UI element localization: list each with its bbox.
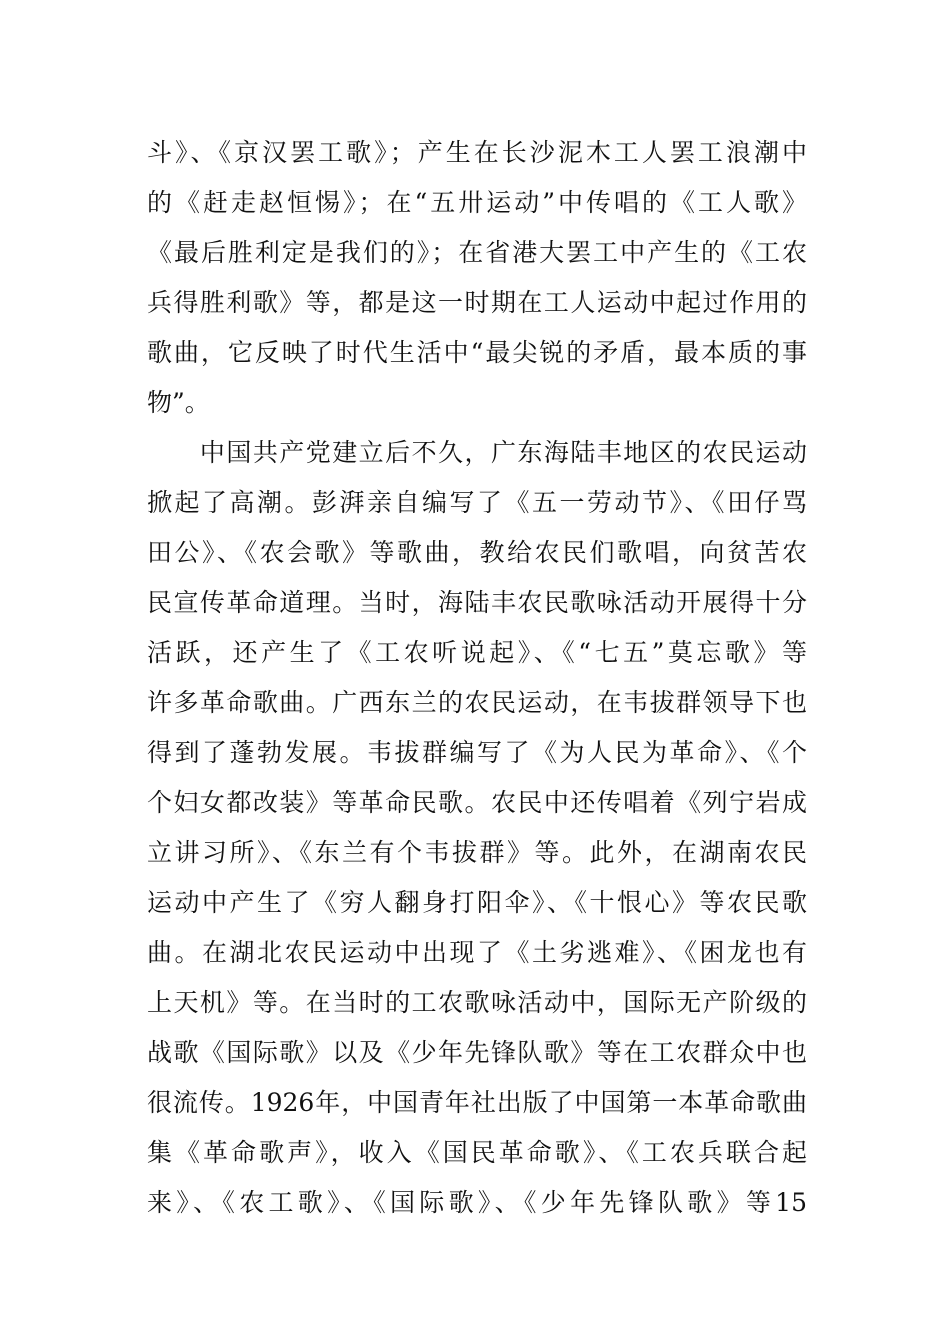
paragraph-line: 兵得胜利歌》等，都是这一时期在工人运动中起过作用的 <box>147 288 807 317</box>
paragraph-line: 民宣传革命道理。当时，海陆丰农民歌咏活动开展得十分 <box>147 588 807 617</box>
paragraph-line: 上天机》等。在当时的工农歌咏活动中，国际无产阶级的 <box>147 988 807 1017</box>
paragraph-line: 得到了蓬勃发展。韦拔群编写了《为人民为革命》、《个 <box>147 738 807 767</box>
paragraph-line: 斗》、《京汉罢工歌》；产生在长沙泥木工人罢工浪潮中 <box>147 138 807 167</box>
paragraph-line: 集《革命歌声》，收入《国民革命歌》、《工农兵联合起 <box>147 1138 807 1167</box>
paragraph-line: 来》、《农工歌》、《国际歌》、《少年先锋队歌》等15 <box>147 1188 807 1217</box>
paragraph-line: 《最后胜利定是我们的》；在省港大罢工中产生的《工农 <box>147 238 807 267</box>
paragraph-line: 很流传。1926年，中国青年社出版了中国第一本革命歌曲 <box>147 1088 807 1117</box>
paragraph-line: 田公》、《农会歌》等歌曲，教给农民们歌唱，向贫苦农 <box>147 538 807 567</box>
paragraph-line: 个妇女都改装》等革命民歌。农民中还传唱着《列宁岩成 <box>147 788 807 817</box>
paragraph-1 <box>147 128 807 428</box>
paragraph-line: 掀起了高潮。彭湃亲自编写了《五一劳动节》、《田仔骂 <box>147 488 807 517</box>
document-body <box>147 128 807 1228</box>
paragraph-line: 战歌《国际歌》以及《少年先锋队歌》等在工农群众中也 <box>147 1038 807 1067</box>
paragraph-line: 的《赶走赵恒惕》；在“五卅运动”中传唱的《工人歌》 <box>147 188 807 217</box>
paragraph-line: 曲。在湖北农民运动中出现了《土劣逃难》、《困龙也有 <box>147 938 807 967</box>
paragraph-line: 中国共产党建立后不久，广东海陆丰地区的农民运动 <box>147 438 807 467</box>
paragraph-line: 物”。 <box>147 388 210 417</box>
paragraph-line: 歌曲，它反映了时代生活中“最尖锐的矛盾，最本质的事 <box>147 338 807 367</box>
paragraph-line: 运动中产生了《穷人翻身打阳伞》、《十恨心》等农民歌 <box>147 888 807 917</box>
paragraph-line: 立讲习所》、《东兰有个韦拔群》等。此外，在湖南农民 <box>147 838 807 867</box>
paragraph-line: 许多革命歌曲。广西东兰的农民运动，在韦拔群领导下也 <box>147 688 807 717</box>
paragraph-line: 活跃，还产生了《工农听说起》、《“七五”莫忘歌》等 <box>147 638 807 667</box>
paragraph-2 <box>147 428 807 1228</box>
